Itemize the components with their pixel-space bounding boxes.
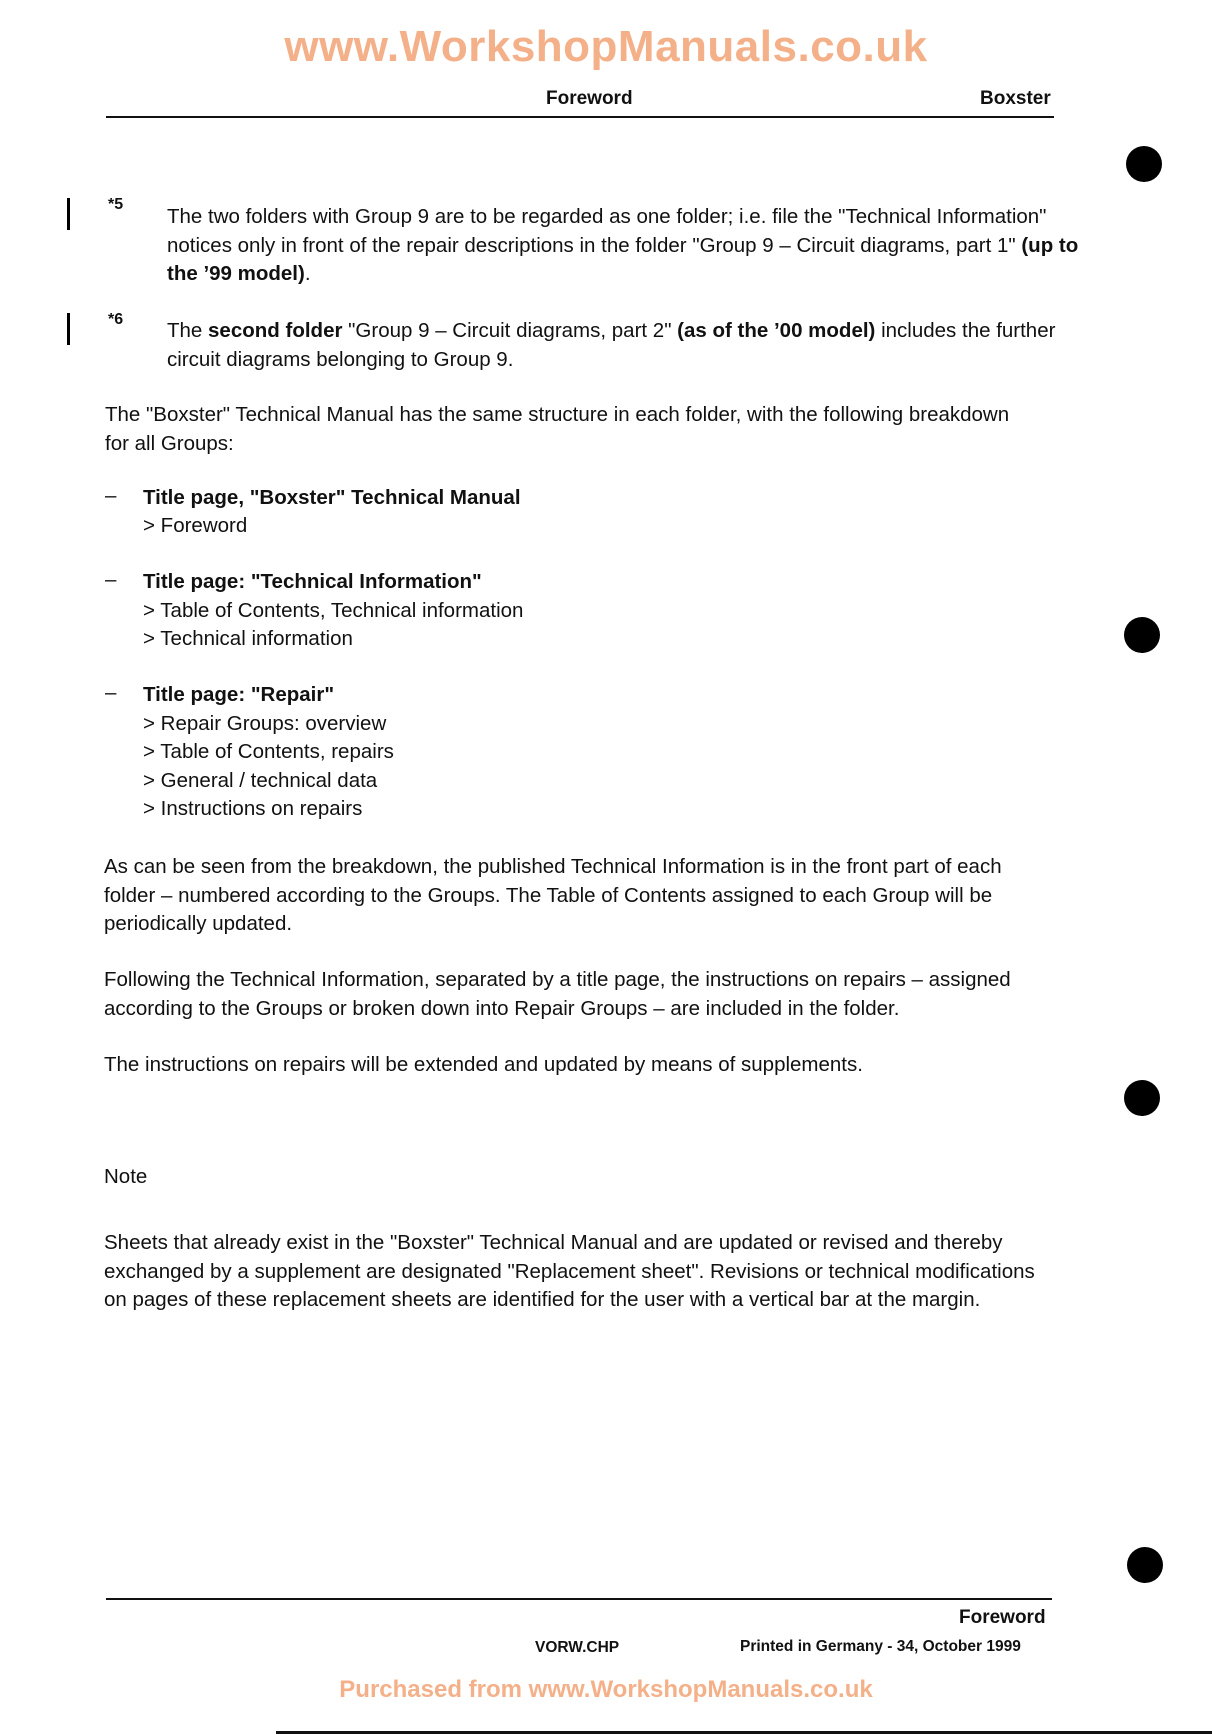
section-item: > Table of Contents, Technical information [143,599,524,622]
revision-bar [67,198,70,230]
footer-rule [106,1598,1052,1600]
structure-intro: The "Boxster" Technical Manual has the same structure in each folder, with the following breakdown for all Groups: [105,403,1010,455]
note-heading: Note [104,1165,148,1188]
header-model: Boxster [980,88,1051,109]
punch-hole [1126,146,1162,182]
paragraph: The instructions on repairs will be extended and updated by means of supplements. [104,1053,863,1076]
section-title: Title page, "Boxster" Technical Manual [143,486,521,509]
note-text-bold: (up to the ’99 model) [167,233,1079,285]
section-item: > Repair Groups: overview [143,712,387,735]
section-title: Title page: "Technical Information" [143,570,482,593]
note-paragraph: Sheets that already exist in the "Boxster" Technical Manual and are updated or revised and thereby exchanged by a supplement are designated "Replacement sheet". Revisions or technical modifications on pages of these replacement sheets are identified for the user with a vertical bar at the margin. [104,1231,1035,1311]
header-rule [106,116,1054,118]
footer-file: VORW.CHP [535,1639,620,1656]
header-section: Foreword [546,88,633,109]
note-marker: *6 [108,311,124,328]
section-item: > Table of Contents, repairs [143,740,394,763]
punch-hole [1127,1547,1163,1583]
punch-hole [1124,617,1160,653]
list-dash: – [105,681,117,704]
punch-hole [1124,1080,1160,1116]
note-marker: *5 [108,196,124,213]
note-text-segment: The [167,319,209,342]
section-title: Title page: "Repair" [143,683,335,706]
note-text-segment: includes the further circuit diagrams belonging to Group 9. [167,319,1056,371]
section-item: > General / technical data [143,769,378,792]
list-dash: – [105,484,117,507]
footer-printed: Printed in Germany - 34, October 1999 [740,1638,1021,1655]
note-text-bold: second folder [208,319,343,342]
note-text [167,203,1087,289]
section-item: > Instructions on repairs [143,797,363,820]
watermark-top: www.WorkshopManuals.co.uk [284,22,928,71]
note-text-segment: . [304,262,311,285]
watermark-bottom: Purchased from www.WorkshopManuals.co.uk [339,1676,873,1703]
note-text-segment: The two folders with Group 9 are to be regarded as one folder; i.e. file the "Technical Information" notices only in front of the repair descriptions in the folder "Group 9 – Circuit diagrams, part 1" [167,205,1047,257]
note-text [167,317,1077,374]
section-item: > Technical information [143,627,353,650]
section-item: > Foreword [143,514,248,537]
revision-bar [67,313,70,345]
paragraph: Following the Technical Information, separated by a title page, the instructions on repairs – assigned according to the Groups or broken down into Repair Groups – are included in the folder. [104,968,1011,1020]
bottom-edge-rule [276,1731,1212,1734]
footer-section: Foreword [959,1607,1046,1628]
list-dash: – [105,568,117,591]
note-text-bold: (as of the ’00 model) [677,319,876,342]
paragraph: As can be seen from the breakdown, the published Technical Information is in the front part of each folder – numbered according to the Groups. The Table of Contents assigned to each Group will be periodically updated. [104,855,1002,935]
note-text-segment: "Group 9 – Circuit diagrams, part 2" [342,319,678,342]
